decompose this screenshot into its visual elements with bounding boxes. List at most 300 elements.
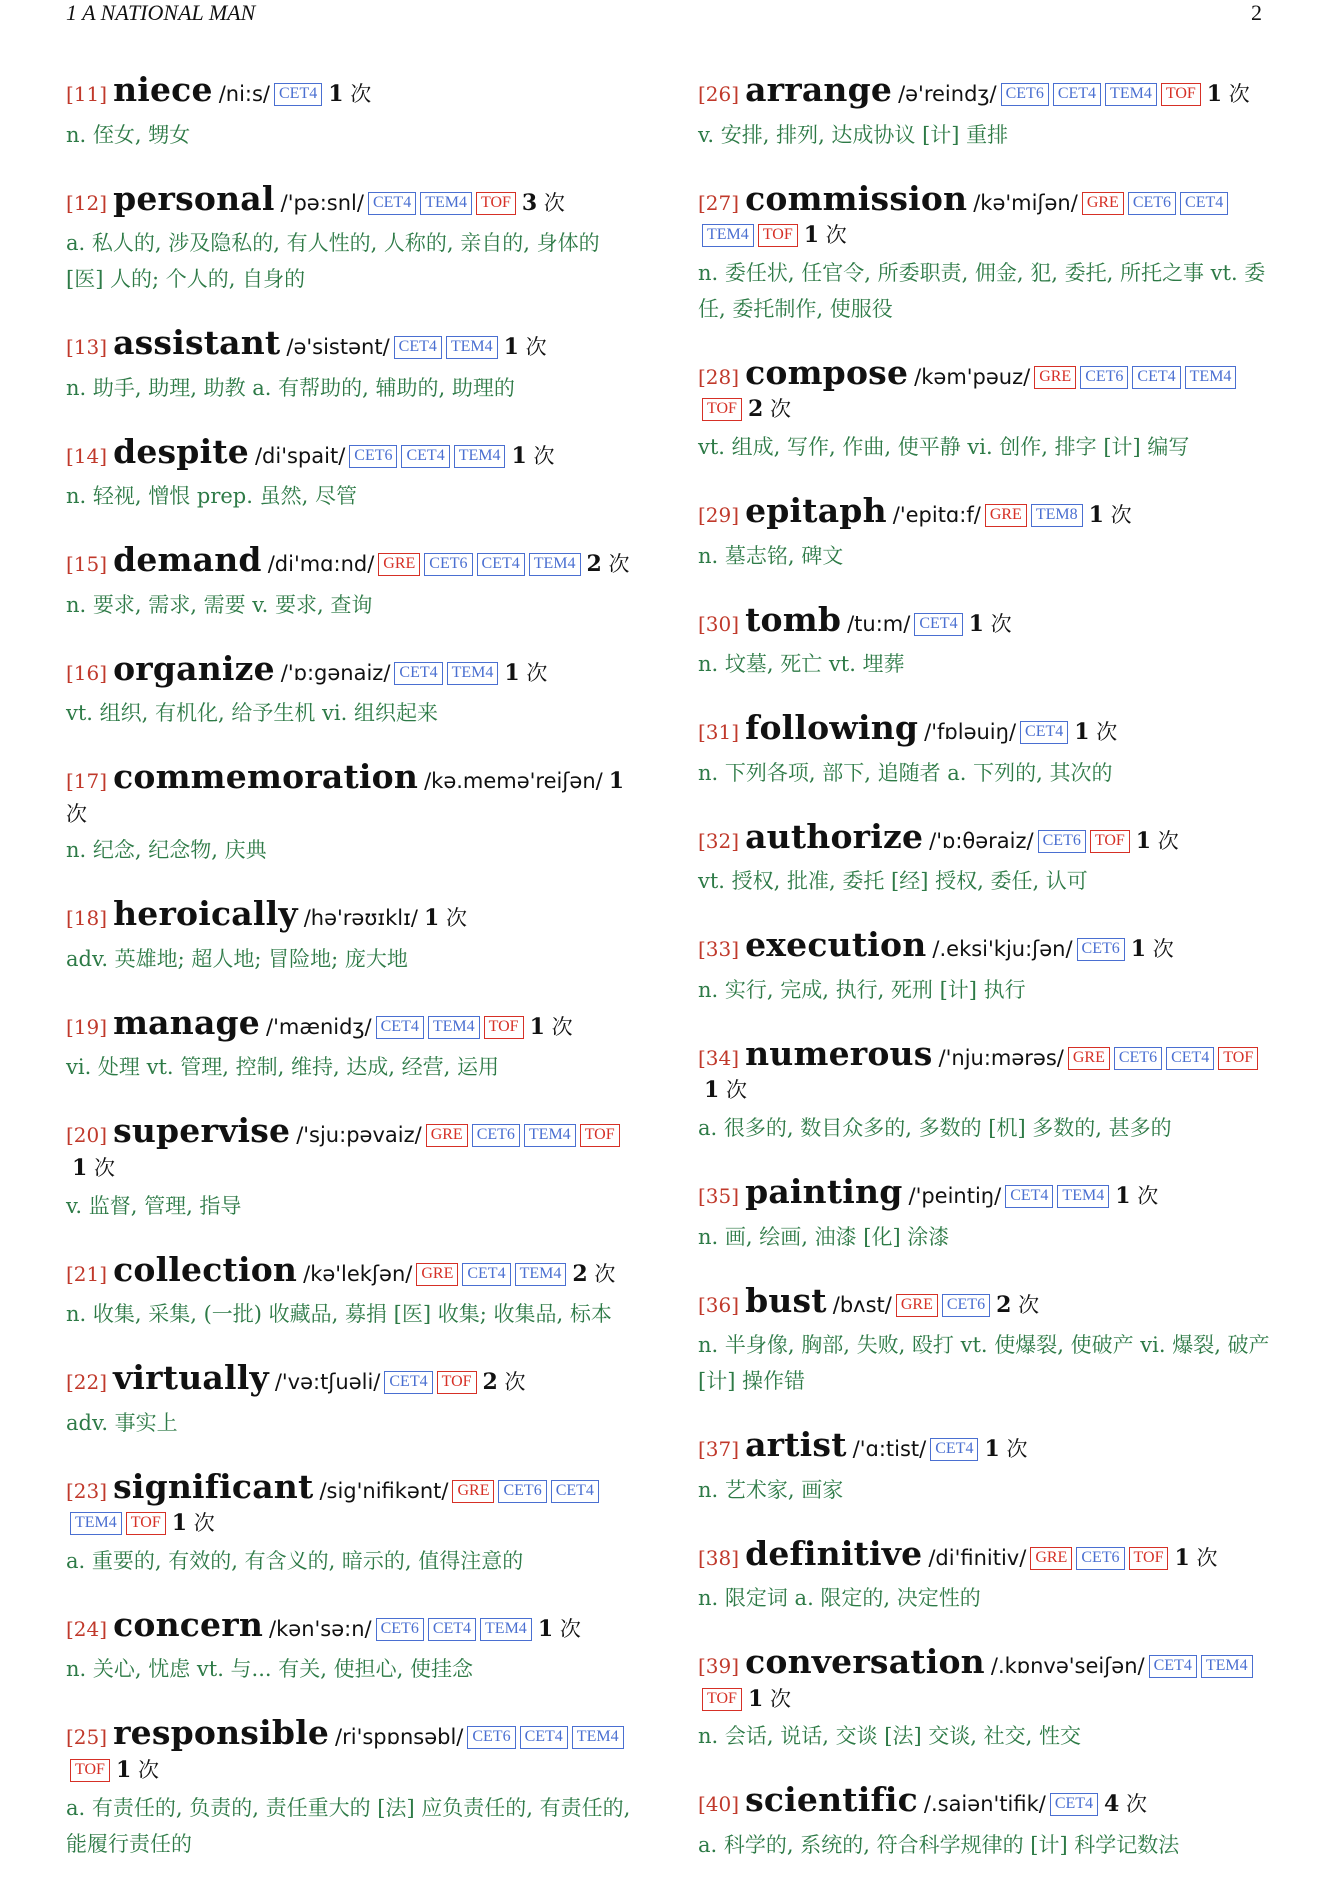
occurrence-count	[504, 335, 547, 359]
definition: n. 限定词 a. 限定的, 决定性的	[698, 1586, 981, 1611]
occurrence-count	[572, 1262, 615, 1286]
page-number: 2	[1251, 0, 1262, 25]
count-number: 1	[115, 1756, 132, 1783]
headword: commission	[745, 178, 968, 218]
exam-tag: TOF	[1090, 830, 1130, 853]
definition: n. 助手, 助理, 助教 a. 有帮助的, 辅助的, 助理的	[66, 375, 515, 400]
vocab-entry	[698, 1279, 1276, 1400]
count-number: 1	[537, 1615, 554, 1642]
headword: epitaph	[745, 491, 887, 531]
entry-headline	[66, 68, 636, 113]
vocab-entry	[698, 177, 1276, 327]
entry-index: [11]	[66, 82, 108, 106]
count-number: 1	[171, 1510, 188, 1537]
definition: n. 委任状, 任官令, 所委职责, 佣金, 犯, 委托, 所托之事 vt. 委任, 委托制作, 使服役	[698, 260, 1266, 321]
occurrence-count	[424, 906, 467, 930]
count-unit: 次	[726, 1078, 747, 1103]
definition: vi. 处理 vt. 管理, 控制, 维持, 达成, 经营, 运用	[66, 1055, 500, 1080]
occurrence-count	[72, 1156, 115, 1180]
exam-tag: TOF	[437, 1371, 477, 1394]
vocab-entry	[66, 1603, 636, 1688]
entry-headline	[66, 177, 636, 222]
count-unit: 次	[1152, 937, 1174, 962]
headword: execution	[745, 925, 927, 965]
vocab-entry	[66, 177, 636, 298]
exam-tag: TOF	[702, 1688, 742, 1711]
definition: vt. 组织, 有机化, 给予生机 vi. 组织起来	[66, 701, 438, 726]
count-number: 1	[503, 334, 519, 361]
vocab-entry	[698, 1423, 1276, 1508]
count-unit: 次	[1196, 1545, 1218, 1570]
headword: conversation	[745, 1642, 985, 1682]
vocab-entry	[698, 1032, 1276, 1146]
vocab-entry	[66, 1356, 636, 1441]
occurrence-count	[984, 1437, 1027, 1461]
phonetic: /.kɒnvə'seiʃən/	[990, 1654, 1145, 1679]
vocab-entry	[66, 1711, 636, 1861]
exam-tag: TEM4	[515, 1263, 567, 1286]
exam-tag: CET4	[1132, 366, 1180, 389]
headword: assistant	[113, 323, 281, 363]
phonetic: /kə.memə'reiʃən/	[424, 769, 603, 794]
exam-tag: TOF	[484, 1016, 524, 1039]
occurrence-count	[996, 1293, 1039, 1317]
exam-tag: GRE	[1034, 366, 1076, 389]
phonetic: /kə'lekʃən/	[303, 1261, 413, 1286]
entry-index: [39]	[698, 1654, 740, 1679]
entry-index: [24]	[66, 1616, 108, 1641]
running-title: 1 A NATIONAL MAN	[66, 0, 256, 25]
entry-headline	[698, 351, 1276, 425]
left-column	[66, 68, 636, 1886]
entry-headline	[698, 177, 1276, 251]
entry-headline	[66, 755, 636, 828]
vocab-entry	[66, 430, 636, 515]
count-unit: 次	[825, 223, 847, 248]
headword: personal	[113, 178, 275, 218]
entry-headline	[698, 68, 1276, 113]
count-unit: 次	[525, 335, 547, 360]
exam-tag: TEM4	[1057, 1185, 1109, 1208]
occurrence-count	[116, 1758, 159, 1782]
headword: authorize	[745, 816, 924, 856]
entry-headline	[698, 1778, 1276, 1823]
count-unit: 次	[1228, 82, 1250, 106]
count-number: 1	[511, 442, 527, 469]
definition: vt. 组成, 写作, 作曲, 使平静 vi. 创作, 排字 [计] 编写	[698, 435, 1190, 460]
count-number: 1	[529, 1013, 545, 1040]
exam-tag: TEM4	[480, 1618, 532, 1641]
exam-tag: CET6	[1076, 1547, 1124, 1570]
definition: n. 纪念, 纪念物, 庆典	[66, 838, 267, 863]
occurrence-count	[1104, 1792, 1147, 1816]
exam-tag: CET6	[1001, 83, 1049, 106]
definition: a. 重要的, 有效的, 有含义的, 暗示的, 值得注意的	[66, 1548, 524, 1573]
entry-index: [29]	[698, 503, 740, 528]
exam-tag: CET6	[376, 1618, 424, 1641]
exam-tag: TOF	[476, 192, 516, 215]
count-unit: 次	[533, 443, 555, 468]
count-unit: 次	[543, 190, 565, 215]
count-number: 2	[482, 1369, 498, 1396]
exam-tag: TOF	[758, 224, 798, 247]
count-unit: 次	[66, 801, 87, 826]
definition: n. 实行, 完成, 执行, 死刑 [计] 执行	[698, 977, 1026, 1002]
phonetic: /'nju:mərəs/	[938, 1045, 1064, 1070]
count-unit: 次	[193, 1511, 215, 1536]
count-unit: 次	[446, 906, 467, 931]
entry-index: [36]	[698, 1292, 740, 1317]
exam-tag: CET6	[424, 553, 472, 576]
headword: arrange	[745, 70, 893, 109]
entry-index: [30]	[698, 611, 740, 636]
occurrence-count	[704, 1078, 747, 1102]
entry-headline	[66, 1001, 636, 1046]
phonetic: /'fɒləuiŋ/	[924, 720, 1017, 745]
count-unit: 次	[1137, 1183, 1159, 1208]
exam-tag: TEM4	[420, 192, 472, 215]
entry-index: [31]	[698, 720, 740, 745]
entry-headline	[66, 1109, 636, 1183]
entry-index: [27]	[698, 190, 740, 215]
definition: n. 画, 绘画, 油漆 [化] 涂漆	[698, 1224, 950, 1249]
entry-index: [32]	[698, 828, 740, 853]
occurrence-count	[804, 223, 847, 247]
entry-index: [16]	[66, 660, 108, 685]
definition: n. 艺术家, 画家	[698, 1477, 844, 1502]
definition: n. 收集, 采集, (一批) 收藏品, 募捐 [医] 收集; 收集品, 标本	[66, 1302, 612, 1327]
entry-headline	[698, 1532, 1276, 1577]
exam-tag: CET4	[1149, 1655, 1197, 1678]
count-number: 1	[1130, 936, 1147, 963]
phonetic: /'ɒ:gənaiz/	[280, 660, 391, 685]
phonetic: /ri'spɒnsəbl/	[335, 1725, 464, 1750]
count-unit: 次	[769, 397, 791, 422]
vocab-entry	[698, 351, 1276, 465]
entry-index: [17]	[66, 769, 108, 794]
entry-index: [12]	[66, 190, 108, 215]
exam-tag: CET4	[274, 83, 322, 106]
entry-index: [18]	[66, 906, 108, 931]
phonetic: /ə'reindʒ/	[898, 82, 997, 106]
headword: manage	[113, 1002, 261, 1042]
entry-headline	[66, 1248, 636, 1293]
count-number: 1	[1174, 1544, 1190, 1571]
vocab-entry	[698, 1532, 1276, 1617]
exam-tag: TEM4	[529, 553, 581, 576]
phonetic: /'epitɑ:f/	[892, 503, 981, 528]
definition: vt. 授权, 批准, 委托 [经] 授权, 委任, 认可	[698, 869, 1088, 894]
occurrence-count	[1089, 503, 1132, 527]
count-number: 1	[747, 1685, 764, 1712]
headword: collection	[113, 1249, 298, 1289]
exam-tag: CET4	[384, 1371, 432, 1394]
entry-headline	[66, 1356, 636, 1401]
count-number: 1	[1206, 81, 1223, 107]
headword: compose	[745, 352, 909, 392]
count-unit: 次	[990, 611, 1012, 636]
count-number: 1	[968, 610, 984, 637]
phonetic: /'pə:snl/	[280, 190, 364, 215]
exam-tag: TOF	[580, 1124, 620, 1147]
vocab-entry	[698, 598, 1276, 683]
headword: following	[745, 708, 919, 748]
count-unit: 次	[1096, 720, 1118, 745]
exam-tag: CET6	[472, 1124, 520, 1147]
headword: organize	[113, 648, 275, 688]
exam-tag: TEM4	[454, 445, 506, 468]
exam-tag: GRE	[452, 1480, 494, 1503]
exam-tag: CET4	[1020, 721, 1068, 744]
phonetic: /'mænidʒ/	[266, 1014, 372, 1039]
occurrence-count	[530, 1015, 573, 1039]
phonetic: /.saiən'tifik/	[923, 1792, 1046, 1817]
exam-tag: CET6	[467, 1726, 515, 1749]
entry-headline	[698, 815, 1276, 860]
headword: numerous	[745, 1033, 933, 1073]
vocab-entry	[66, 1001, 636, 1086]
count-number: 1	[704, 1077, 720, 1104]
entry-index: [33]	[698, 937, 740, 962]
entry-index: [34]	[698, 1045, 740, 1070]
entry-headline	[66, 321, 636, 366]
vocab-entry	[66, 1109, 636, 1223]
vocab-entry	[698, 1640, 1276, 1754]
exam-tag: CET4	[1005, 1185, 1053, 1208]
headword: virtually	[113, 1358, 269, 1398]
count-number: 1	[984, 1436, 1000, 1463]
entry-headline	[698, 1640, 1276, 1714]
count-number: 2	[996, 1291, 1012, 1318]
exam-tag: CET4	[1166, 1047, 1214, 1070]
phonetic: /'sju:pəvaiz/	[296, 1123, 422, 1148]
definition: a. 很多的, 数目众多的, 多数的 [机] 多数的, 甚多的	[698, 1115, 1172, 1140]
definition: n. 墓志铭, 碑文	[698, 543, 844, 568]
exam-tag: TEM4	[70, 1512, 122, 1535]
occurrence-count	[1131, 937, 1174, 961]
count-unit: 次	[350, 82, 372, 106]
occurrence-count	[1136, 829, 1179, 853]
exam-tag: TOF	[1218, 1047, 1258, 1070]
exam-tag: CET6	[498, 1480, 546, 1503]
count-unit: 次	[137, 1757, 159, 1782]
exam-tag: TEM8	[1031, 504, 1083, 527]
exam-tag: TOF	[126, 1512, 166, 1535]
phonetic: /di'finitiv/	[928, 1545, 1027, 1570]
exam-tag: CET6	[1077, 938, 1125, 961]
phonetic: /hə'rəʊɪklɪ/	[303, 906, 418, 931]
exam-tag: CET6	[1038, 830, 1086, 853]
exam-tag: TOF	[1161, 83, 1201, 106]
exam-tag: TOF	[702, 398, 742, 421]
definition: n. 会话, 说话, 交谈 [法] 交谈, 社交, 性交	[698, 1724, 1082, 1749]
definition: n. 坟墓, 死亡 vt. 埋葬	[698, 652, 905, 677]
vocab-entry	[698, 706, 1276, 791]
exam-tag: CET4	[477, 553, 525, 576]
entry-headline	[66, 892, 636, 937]
definition: n. 侄女, 甥女	[66, 122, 191, 147]
entry-index: [37]	[698, 1437, 740, 1462]
vocab-entry	[66, 1248, 636, 1333]
exam-tag: GRE	[985, 504, 1027, 527]
vocab-entry	[66, 538, 636, 623]
definition: v. 监督, 管理, 指导	[66, 1193, 242, 1218]
count-unit: 次	[608, 552, 630, 577]
count-number: 1	[504, 659, 520, 686]
count-unit: 次	[1157, 828, 1179, 853]
headword: significant	[113, 1466, 314, 1506]
entry-headline	[66, 1603, 636, 1648]
entry-headline	[698, 489, 1276, 534]
occurrence-count	[1115, 1184, 1158, 1208]
exam-tag: CET4	[462, 1263, 510, 1286]
occurrence-count	[538, 1617, 581, 1641]
headword: supervise	[113, 1111, 291, 1151]
occurrence-count	[483, 1370, 526, 1394]
exam-tag: TEM4	[524, 1124, 576, 1147]
exam-tag: CET6	[942, 1294, 990, 1317]
exam-tag: GRE	[1082, 192, 1124, 215]
entry-headline	[698, 1279, 1276, 1324]
count-number: 2	[747, 396, 764, 423]
count-unit: 次	[1126, 1792, 1148, 1817]
exam-tag: CET4	[551, 1480, 599, 1503]
count-unit: 次	[526, 660, 548, 685]
definition: adv. 事实上	[66, 1410, 178, 1435]
phonetic: /'peintiŋ/	[908, 1183, 1002, 1208]
count-unit: 次	[1006, 1437, 1028, 1462]
vocab-entry	[698, 815, 1276, 900]
vocab-entry	[66, 321, 636, 406]
exam-tag: CET6	[1114, 1047, 1162, 1070]
entry-headline	[698, 598, 1276, 643]
headword: definitive	[745, 1533, 923, 1573]
vocab-entry	[698, 923, 1276, 1008]
entry-headline	[66, 1711, 636, 1785]
entry-index: [26]	[698, 82, 740, 106]
phonetic: /ni:s/	[218, 82, 270, 106]
vocab-entry	[66, 1465, 636, 1579]
exam-tag: TEM4	[702, 224, 754, 247]
count-unit: 次	[504, 1370, 526, 1395]
exam-tag: CET4	[1050, 1793, 1098, 1816]
occurrence-count	[1207, 82, 1250, 106]
headword: despite	[113, 431, 249, 471]
count-number: 2	[572, 1260, 588, 1287]
exam-tag: GRE	[896, 1294, 938, 1317]
phonetic: /'ɒ:θəraiz/	[929, 828, 1034, 853]
headword: concern	[113, 1604, 264, 1644]
entry-headline	[66, 1465, 636, 1539]
definition: adv. 英雄地; 超人地; 冒险地; 庞大地	[66, 946, 408, 971]
phonetic: /kəm'pəuz/	[914, 364, 1031, 389]
headword: commemoration	[113, 757, 419, 797]
exam-tag: CET6	[1080, 366, 1128, 389]
phonetic: /di'spait/	[254, 443, 346, 468]
entry-headline	[698, 923, 1276, 968]
occurrence-count	[328, 82, 371, 106]
entry-index: [15]	[66, 552, 108, 577]
headword: bust	[745, 1280, 827, 1320]
vocab-entry	[66, 892, 636, 977]
phonetic: /ə'sistənt/	[286, 335, 390, 360]
occurrence-count	[748, 1687, 791, 1711]
occurrence-count	[587, 552, 630, 576]
exam-tag: TOF	[70, 1759, 110, 1782]
count-number: 3	[521, 189, 538, 216]
exam-tag: CET6	[1128, 192, 1176, 215]
headword: painting	[745, 1171, 903, 1211]
occurrence-count	[522, 191, 565, 215]
exam-tag: TEM4	[447, 662, 499, 685]
entry-headline	[698, 1423, 1276, 1468]
exam-tag: CET4	[520, 1726, 568, 1749]
count-unit: 次	[1110, 503, 1132, 528]
entry-headline	[66, 430, 636, 475]
exam-tag: CET4	[376, 1016, 424, 1039]
definition: a. 有责任的, 负责的, 责任重大的 [法] 应负责任的, 有责任的, 能履行责任的	[66, 1795, 631, 1856]
phonetic: /di'mɑ:nd/	[267, 552, 375, 577]
exam-tag: CET4	[428, 1618, 476, 1641]
occurrence-count	[1174, 1546, 1217, 1570]
exam-tag: CET4	[394, 336, 442, 359]
count-number: 4	[1104, 1791, 1120, 1818]
exam-tag: TOF	[1129, 1547, 1169, 1570]
entry-index: [22]	[66, 1370, 108, 1395]
headword: heroically	[113, 894, 298, 934]
exam-tag: CET4	[401, 445, 449, 468]
count-unit: 次	[769, 1686, 791, 1711]
definition: n. 关心, 忧虑 vt. 与... 有关, 使担心, 使挂念	[66, 1657, 473, 1682]
exam-tag: TEM4	[572, 1726, 624, 1749]
headword: responsible	[113, 1713, 330, 1753]
phonetic: /kə'miʃən/	[973, 190, 1078, 215]
exam-tag: TEM4	[428, 1016, 480, 1039]
entry-headline	[698, 1170, 1276, 1215]
count-number: 1	[424, 905, 440, 932]
definition: a. 私人的, 涉及隐私的, 有人性的, 人称的, 亲自的, 身体的 [医] 人的; 个人的, 自身的	[66, 231, 600, 292]
count-number: 1	[1088, 502, 1104, 529]
headword: scientific	[745, 1780, 918, 1820]
entry-index: [13]	[66, 335, 108, 360]
count-unit: 次	[94, 1155, 115, 1180]
definition: n. 要求, 需求, 需要 v. 要求, 查询	[66, 592, 373, 617]
count-number: 1	[608, 768, 625, 795]
entry-headline	[698, 706, 1276, 751]
exam-tag: CET6	[349, 445, 397, 468]
definition: a. 科学的, 系统的, 符合科学规律的 [计] 科学记数法	[698, 1832, 1180, 1857]
exam-tag: TEM4	[1201, 1655, 1253, 1678]
definition: v. 安排, 排列, 达成协议 [计] 重排	[698, 122, 1009, 147]
exam-tag: GRE	[378, 553, 420, 576]
occurrence-count	[504, 661, 547, 685]
count-number: 1	[1135, 827, 1152, 854]
vocab-entry	[698, 68, 1276, 153]
page-header	[66, 0, 1262, 28]
vocab-entry	[66, 647, 636, 732]
phonetic: /bʌst/	[832, 1292, 892, 1317]
exam-tag: TEM4	[446, 336, 498, 359]
entry-index: [38]	[698, 1545, 740, 1570]
entry-index: [23]	[66, 1478, 108, 1503]
phonetic: /'və:tʃuəli/	[274, 1370, 381, 1395]
exam-tag: GRE	[426, 1124, 468, 1147]
count-unit: 次	[1018, 1292, 1040, 1317]
entry-index: [21]	[66, 1261, 108, 1286]
exam-tag: GRE	[1068, 1047, 1110, 1070]
headword: niece	[113, 70, 213, 109]
definition: n. 半身像, 胸部, 失败, 殴打 vt. 使爆裂, 使破产 vi. 爆裂, 破产 [计] 操作错	[698, 1333, 1270, 1394]
